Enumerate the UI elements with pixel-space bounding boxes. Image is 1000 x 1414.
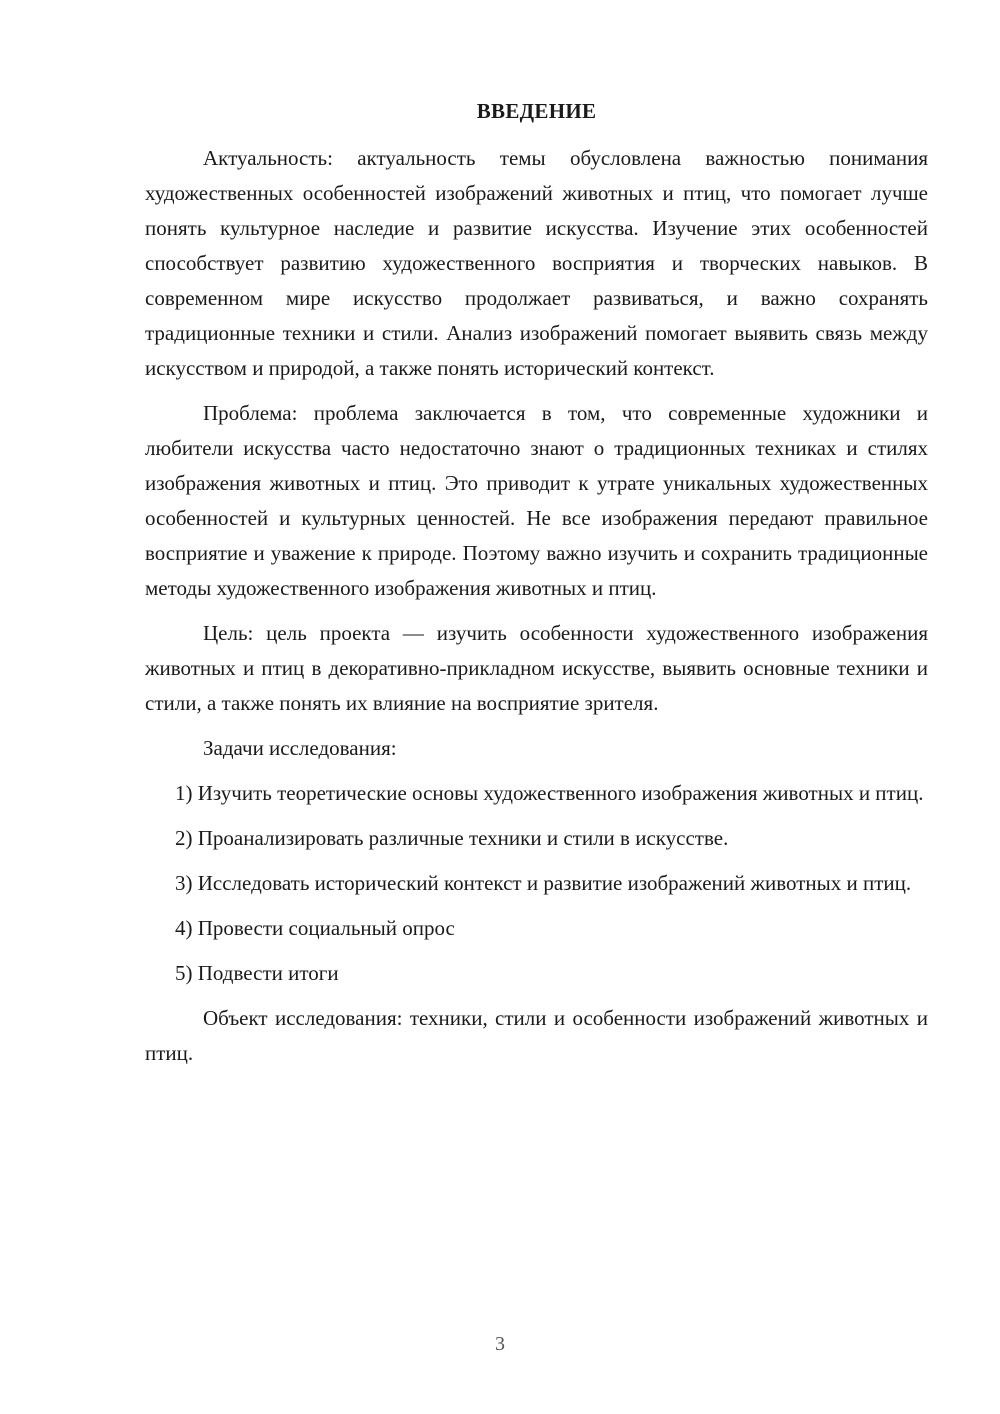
task-item-4: 4) Провести социальный опрос <box>175 916 455 940</box>
object-paragraph: Объект исследования: техники, стили и особенности изображений животных и птиц. <box>145 1006 928 1065</box>
page-content <box>145 94 928 1081</box>
page-number: 3 <box>495 1333 505 1355</box>
task-item-1: 1) Изучить теоретические основы художественного изображения животных и птиц. <box>175 781 924 805</box>
problem-paragraph: Проблема: проблема заключается в том, что современные художники и любители искусства часто недостаточно знают о традиционных техниках и стилях изображения животных и птиц. Это приводит к утрате уникальных художественных особенностей и культурных ценностей. Не все изображения передают правильное восприятие и уважение к природе. Поэтому важно изучить и сохранить традиционные методы художественного изображения животных и птиц. <box>145 401 928 600</box>
task-item-3: 3) Исследовать исторический контекст и развитие изображений животных и птиц. <box>175 871 912 895</box>
task-item-5: 5) Подвести итоги <box>175 961 339 985</box>
tasks-heading: Задачи исследования: <box>203 736 397 760</box>
section-title: ВВЕДЕНИЕ <box>476 99 597 123</box>
task-item-2: 2) Проанализировать различные техники и стили в искусстве. <box>175 826 729 850</box>
relevance-paragraph: Актуальность: актуальность темы обусловлена важностью понимания художественных особенностей изображений животных и птиц, что помогает лучше понять культурное наследие и развитие искусства. Изучение этих особенностей способствует развитию художественного восприятия и творческих навыков. В современном мире искусство продолжает развиваться, и важно сохранять традиционные техники и стили. Анализ изображений помогает выявить связь между искусством и природой, а также понять исторический контекст. <box>145 146 928 380</box>
goal-paragraph: Цель: цель проекта — изучить особенности художественного изображения животных и птиц в декоративно-прикладном искусстве, выявить основные техники и стили, а также понять их влияние на восприятие зрителя. <box>145 621 928 715</box>
